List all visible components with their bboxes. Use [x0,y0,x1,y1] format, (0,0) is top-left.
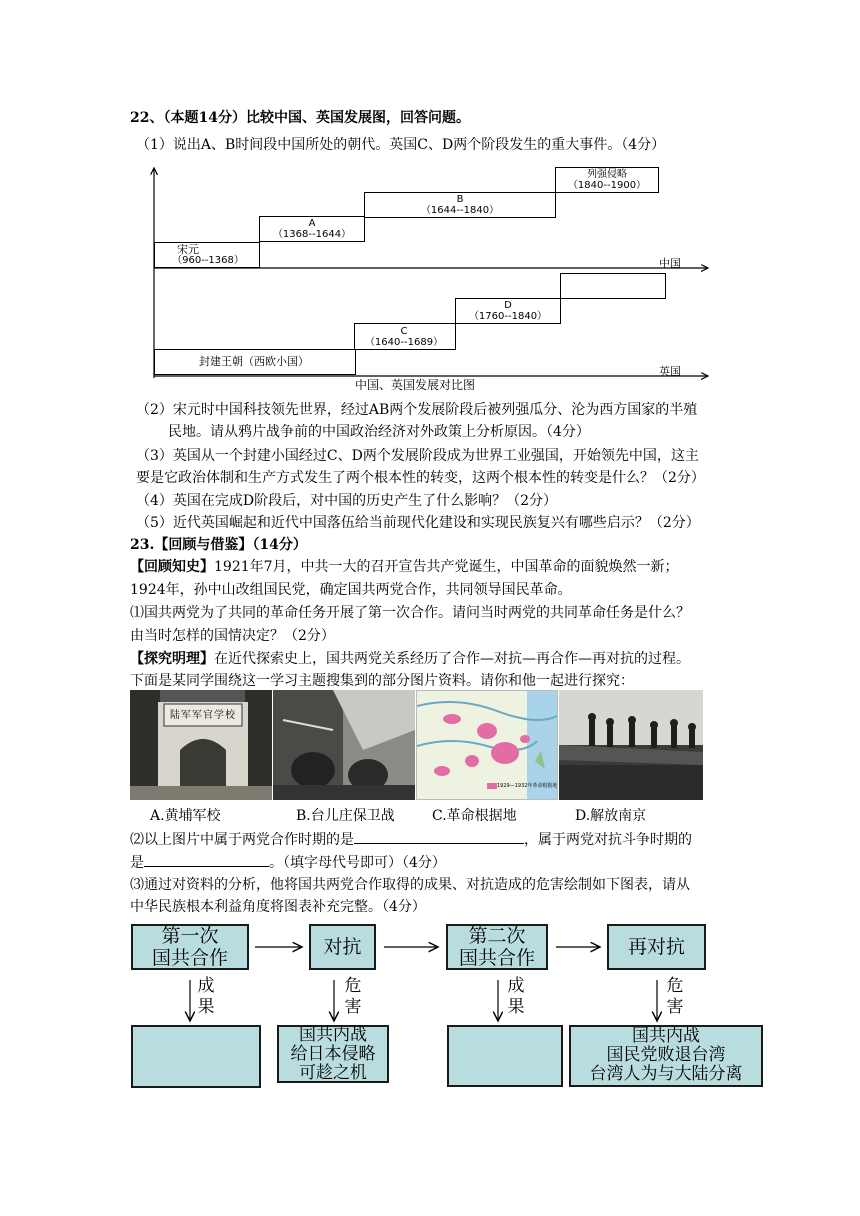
result-text-conflict [277,1026,389,1083]
caption-d: D.解放南京 [575,808,647,824]
label4-char2: 害 [666,997,684,1017]
q22-sub2-line1: （2）宋元时中国科技领先世界，经过AB两个发展阶段后被列强瓜分、沦为西方国家的半殖 [136,402,698,418]
step-lieqiang-years: （1840--1900） [567,180,647,191]
q23-sub3-line2: 中华民族根本利益角度将图表补充完整。（4分） [130,899,426,915]
sub2-text-a: ⑵以上图片中属于两党合作时期的是 [130,832,354,848]
step-b-name: B [456,194,464,205]
label-harm-2 [343,976,363,1018]
label4-char1: 危 [666,976,684,996]
step-c-name: C [400,326,408,337]
result4-line3: 台湾人为与大陆分离 [589,1064,743,1084]
flow-box1-line2: 国共合作 [151,947,228,969]
q22-title: 22、（本题14分）比较中国、英国发展图，回答问题。 [130,110,470,126]
q23-title: 23.【回顾与借鉴】（14分） [130,537,307,553]
label-achievement-1 [196,976,216,1018]
q22-sub2-line2: 民地。请从鸦片战争前的中国政治经济对外政策上分析原因。（4分） [168,424,590,440]
map-legend: 1929—1932年革命根据地 [497,783,558,789]
sub2-text-c: 是 [130,855,144,871]
gate-sign: 陆军军官学校 [170,710,236,721]
result2-line3: 可趁之机 [299,1063,367,1083]
label-achievement-3 [506,976,526,1018]
q23-sub1-line2: 由当时怎样的国情决定？（2分） [130,628,335,644]
flow-box-reconflict: 再对抗 [607,924,706,970]
step-b-years: （1644--1840） [420,205,500,216]
q23-sub3-line1: ⑶通过对资料的分析，他将国共两党合作取得的成果、对抗造成的危害绘制如下图表，请从 [130,877,690,893]
q22-sub1: （1）说出A、B时间段中国所处的朝代。英国C、D两个阶段发生的重大事件。（4分） [136,137,666,153]
label1-char1: 成 [197,976,215,996]
caption-a: A.黄埔军校 [150,808,221,824]
q22-sub4: （4）英国在完成D阶段后，对中国的历史产生了什么影响？（2分） [136,493,558,509]
q22-sub3-line1: （3）英国从一个封建小国经过C、D两个发展阶段成为世界工业强国，开始领先中国，这主 [136,448,699,464]
label3-char1: 成 [507,976,525,996]
step-songyuan-name: 宋元 [177,243,199,256]
review-text1: 1921年7月，中共一大的召开宣告共产党诞生，中国革命的面貌焕然一新； [214,559,679,575]
step-a-name: A [308,218,316,229]
flow-box1-line1: 第一次 [161,925,219,947]
china-axis-label: 中国 [659,257,681,270]
answer-box-second-achievement[interactable] [447,1025,563,1087]
label2-char1: 危 [344,976,362,996]
answer-box-first-achievement[interactable] [131,1025,261,1088]
step-d-name: D [504,300,512,311]
explore-text1: 在近代探索史上，国共两党关系经历了合作—对抗—再合作—再对抗的过程。 [214,651,690,667]
caption-c: C.革命根据地 [432,808,517,824]
flow-box-conflict: 对抗 [309,924,376,970]
review-label: 【回顾知史】 [130,559,214,575]
result4-line2: 国民党败退台湾 [606,1045,726,1065]
step-c-years: （1640--1689） [364,337,444,348]
caption-b: B.台儿庄保卫战 [296,808,395,824]
q23-explore-line2: 下面是某同学围绕这一学习主题搜集到的部分图片资料。请你和他一起进行探究： [130,673,634,689]
step-d-years: （1760--1840） [468,311,548,322]
chart-caption: 中国、英国发展对比图 [354,378,475,392]
step-songyuan-years: （960--1368） [172,255,244,266]
flow-box3-line1: 第二次 [468,925,526,947]
label3-char2: 果 [507,997,525,1017]
sub2-text-b: ，属于两党对抗斗争时期的 [524,832,692,848]
uk-axis-label: 英国 [659,365,681,378]
result4-line1: 国共内战 [632,1026,700,1046]
label2-char2: 害 [344,997,362,1017]
step-a-years: （1368--1644） [272,229,352,240]
label-harm-4 [665,976,685,1018]
result2-line2: 给日本侵略 [290,1044,376,1064]
label1-char2: 果 [197,997,215,1017]
sub2-text-d: 。（填字母代号即可）（4分） [269,855,446,871]
explore-label: 【探究明理】 [130,651,214,667]
q22-sub5: （5）近代英国崛起和近代中国落伍给当前现代化建设和实现民族复兴有哪些启示？（2分） [136,515,700,531]
step-feudal-name: 封建王朝（西欧小国） [199,355,309,368]
result2-line1: 国共内战 [299,1025,367,1045]
step-lieqiang-name: 列强侵略 [587,169,627,180]
flow-box3-line2: 国共合作 [458,947,535,969]
q23-sub1-line1: ⑴国共两党为了共同的革命任务开展了第一次合作。请问当时两党的共同革命任务是什么？ [130,605,690,621]
result-text-reconflict [569,1027,763,1084]
q23-review-line2: 1924年，孙中山改组国民党，确定国共两党合作，共同领导国民革命。 [130,582,572,598]
q22-sub3-line2: 要是它政治体制和生产方式发生了两个根本性的转变，这两个根本性的转变是什么？（2分） [136,470,705,486]
